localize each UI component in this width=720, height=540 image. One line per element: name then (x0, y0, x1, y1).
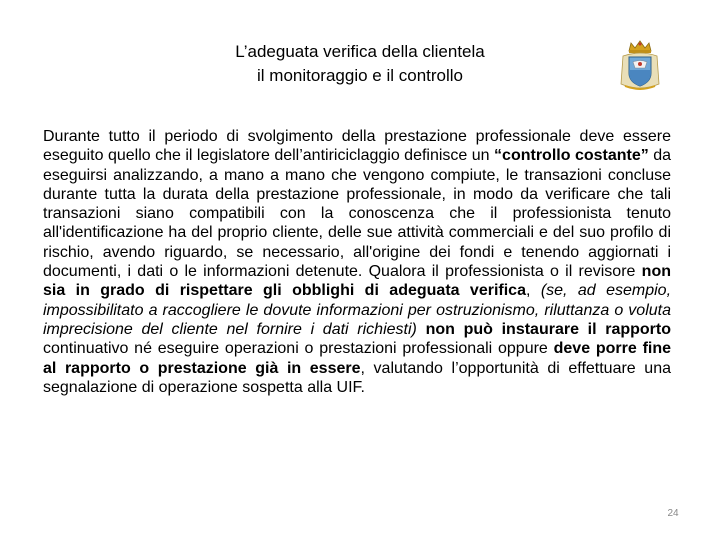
bold-text-segment: deve porre fine al rapporto o prestazione già in essere (43, 340, 672, 377)
crest-icon (617, 40, 663, 92)
text-segment: , valutando l’opportunità di effettuare una segnalazione di operazione sospetta alla UIF. (43, 359, 671, 396)
slide-title-line-1: L’adeguata verifica della clientela (235, 42, 485, 61)
body-paragraph (43, 127, 671, 397)
text-segment: da eseguirsi analizzando, a mano a mano che vengono compiute, le transazioni concluse durante tutta la durata della prestazione professionale, in modo da verificare che tali transazioni siano compatibili con la conoscenza che il professionista tenuto all'identificazione ha del proprio cliente, delle sue attività commerciali e del suo profilo di rischio, avendo riguardo, se necessario, all'origine dei fondi e tenendo aggiornati i documenti, i dati o le informazioni detenute. Qualora il professionista o il revisore (43, 147, 672, 281)
slide-title-line-2: il monitoraggio e il controllo (257, 66, 463, 85)
slide-title (160, 40, 560, 88)
text-segment: Durante tutto il periodo di svolgimento della prestazione professionale deve essere eseguito quello che il legislatore dell’antiriciclaggio definisce un (43, 128, 671, 165)
text-segment (417, 321, 426, 338)
page-number: 24 (667, 508, 679, 519)
text-segment: , (525, 282, 541, 300)
bold-text-segment: non può instaurare il rapporto (425, 320, 672, 338)
bold-text-segment: non sia in grado di rispettare gli obblighi di adeguata verifica (43, 263, 671, 300)
text-segment: continuativo né eseguire operazioni o prestazioni professionali oppure (43, 340, 554, 358)
bold-text-segment: “controllo costante” (494, 147, 649, 165)
italic-text-segment: (se, ad esempio, impossibilitato a raccogliere le dovute informazioni per ostruzionismo, riluttanza o voluta imprecisione del cliente nel fornire i dati richiesti) (43, 282, 672, 338)
